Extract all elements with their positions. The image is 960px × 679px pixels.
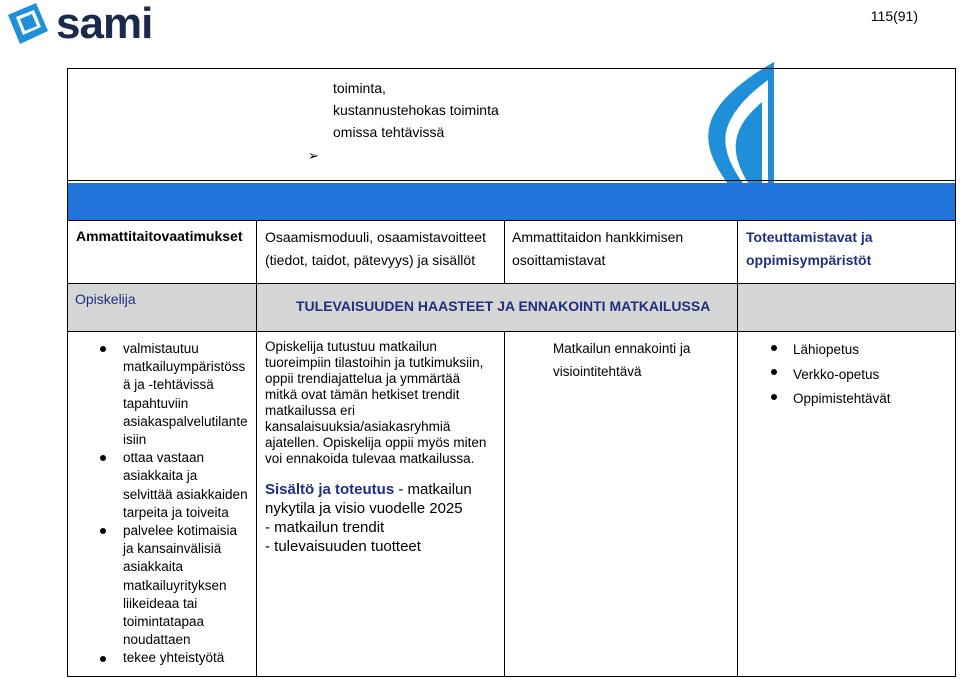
list-line: liikeideaa tai bbox=[123, 595, 198, 611]
paragraph-line: matkailussa eri bbox=[265, 403, 356, 418]
sami-logo-icon bbox=[6, 3, 50, 45]
list-line: asiakkaita bbox=[123, 559, 184, 575]
col2-paragraph bbox=[265, 339, 501, 467]
top-cell-line: kustannustehokas toiminta bbox=[333, 102, 499, 118]
list-line: noudattaen bbox=[123, 632, 191, 648]
content-suffix: - matkailun bbox=[394, 481, 472, 498]
col1-list bbox=[123, 340, 255, 668]
header-line: oppimisympäristöt bbox=[746, 252, 872, 268]
bullet-icon bbox=[771, 345, 777, 351]
list-line: ä ja -tehtävissä bbox=[123, 377, 214, 393]
bullet-icon bbox=[100, 528, 106, 534]
list-line: palvelee kotimaisia bbox=[123, 523, 238, 539]
header-ammattitaidon-hankkimisen bbox=[512, 226, 683, 272]
content-heading: Sisältö ja toteutus bbox=[265, 481, 395, 498]
content-line: - matkailun trendit bbox=[265, 519, 385, 536]
list-line: tekee yhteistyötä bbox=[123, 650, 225, 666]
paragraph-line: kansalaisuuksia/asiakasryhmiä bbox=[265, 419, 451, 434]
bullet-icon bbox=[100, 455, 106, 461]
list-item: Oppimistehtävät bbox=[793, 391, 891, 406]
list-item bbox=[123, 522, 255, 649]
top-cell-line: omissa tehtävissä bbox=[333, 124, 445, 140]
list-item bbox=[123, 649, 255, 667]
page-number: 115(91) bbox=[870, 8, 918, 24]
bullet-icon bbox=[771, 369, 777, 375]
header-toteuttamistavat bbox=[746, 226, 873, 272]
paragraph-line: oppii trendiajattelua ja ymmärtää bbox=[265, 371, 461, 386]
list-item: Verkko-opetus bbox=[793, 366, 880, 382]
header-line: Toteuttamistavat ja bbox=[746, 229, 873, 245]
content-line: - tulevaisuuden tuotteet bbox=[265, 538, 421, 555]
list-item bbox=[123, 340, 255, 449]
col4-list bbox=[793, 338, 891, 412]
list-line: valmistautuu bbox=[123, 341, 199, 356]
paragraph-line: Opiskelija tutustuu matkailun bbox=[265, 339, 437, 354]
header-line: Ammattitaidon hankkimisen bbox=[512, 229, 684, 245]
blue-band bbox=[67, 183, 955, 220]
bullet-icon bbox=[100, 346, 106, 352]
header-osaamismoduuli bbox=[265, 226, 486, 272]
list-line: isiin bbox=[123, 432, 147, 448]
list-item bbox=[123, 449, 255, 522]
col3-text bbox=[553, 337, 690, 383]
list-line: matkailuympäristöss bbox=[123, 359, 246, 375]
col2-content bbox=[265, 480, 501, 556]
section-title: TULEVAISUUDEN HAASTEET JA ENNAKOINTI MATKAILUSSA bbox=[296, 298, 711, 314]
paragraph-line: mitkä ovat tämän hetkiset trendit bbox=[265, 387, 460, 402]
bullet-icon bbox=[771, 394, 777, 400]
paragraph-line: voi ennakoida tulevaa matkailussa. bbox=[265, 451, 475, 466]
content-heading-line bbox=[265, 480, 501, 499]
bullet-icon bbox=[100, 656, 106, 662]
list-line: tarpeita ja toiveita bbox=[123, 504, 229, 520]
header-line: Osaamismoduuli, osaamistavoitteet bbox=[265, 229, 486, 245]
list-line: ottaa vastaan bbox=[123, 450, 205, 466]
section-left-label: Opiskelija bbox=[75, 291, 136, 307]
list-line: toimintatapaa bbox=[123, 614, 205, 630]
col3-line: visiointitehtävä bbox=[553, 364, 642, 379]
list-item: Lähiopetus bbox=[793, 342, 860, 357]
paragraph-line: tuoreimpiin tilastoihin ja tutkimuksiin, bbox=[265, 355, 484, 370]
arrow-bullet-icon: ➢ bbox=[308, 149, 319, 164]
col3-line: Matkailun ennakointi ja bbox=[553, 341, 691, 356]
paragraph-line: ajatellen. Opiskelija oppii myös miten bbox=[265, 435, 487, 450]
list-line: selvittää asiakkaiden bbox=[123, 486, 248, 502]
list-line: tapahtuviin bbox=[123, 395, 189, 411]
top-cell-line: toiminta, bbox=[333, 80, 386, 96]
top-cell-text bbox=[333, 77, 499, 143]
header-ammattitaitovaatimukset: Ammattitaitovaatimukset bbox=[76, 228, 243, 244]
header-line: (tiedot, taidot, pätevyys) ja sisällöt bbox=[265, 252, 476, 268]
list-line: asiakkaita ja bbox=[123, 468, 198, 484]
list-line: matkailuyrityksen bbox=[123, 577, 227, 593]
logo-wordmark: sami bbox=[56, 0, 153, 48]
content-line: nykytila ja visio vuodelle 2025 bbox=[265, 500, 463, 517]
list-line: asiakaspalvelutilante bbox=[123, 413, 248, 429]
list-line: ja kansainvälisiä bbox=[123, 541, 222, 557]
header-line: osoittamistavat bbox=[512, 252, 606, 268]
